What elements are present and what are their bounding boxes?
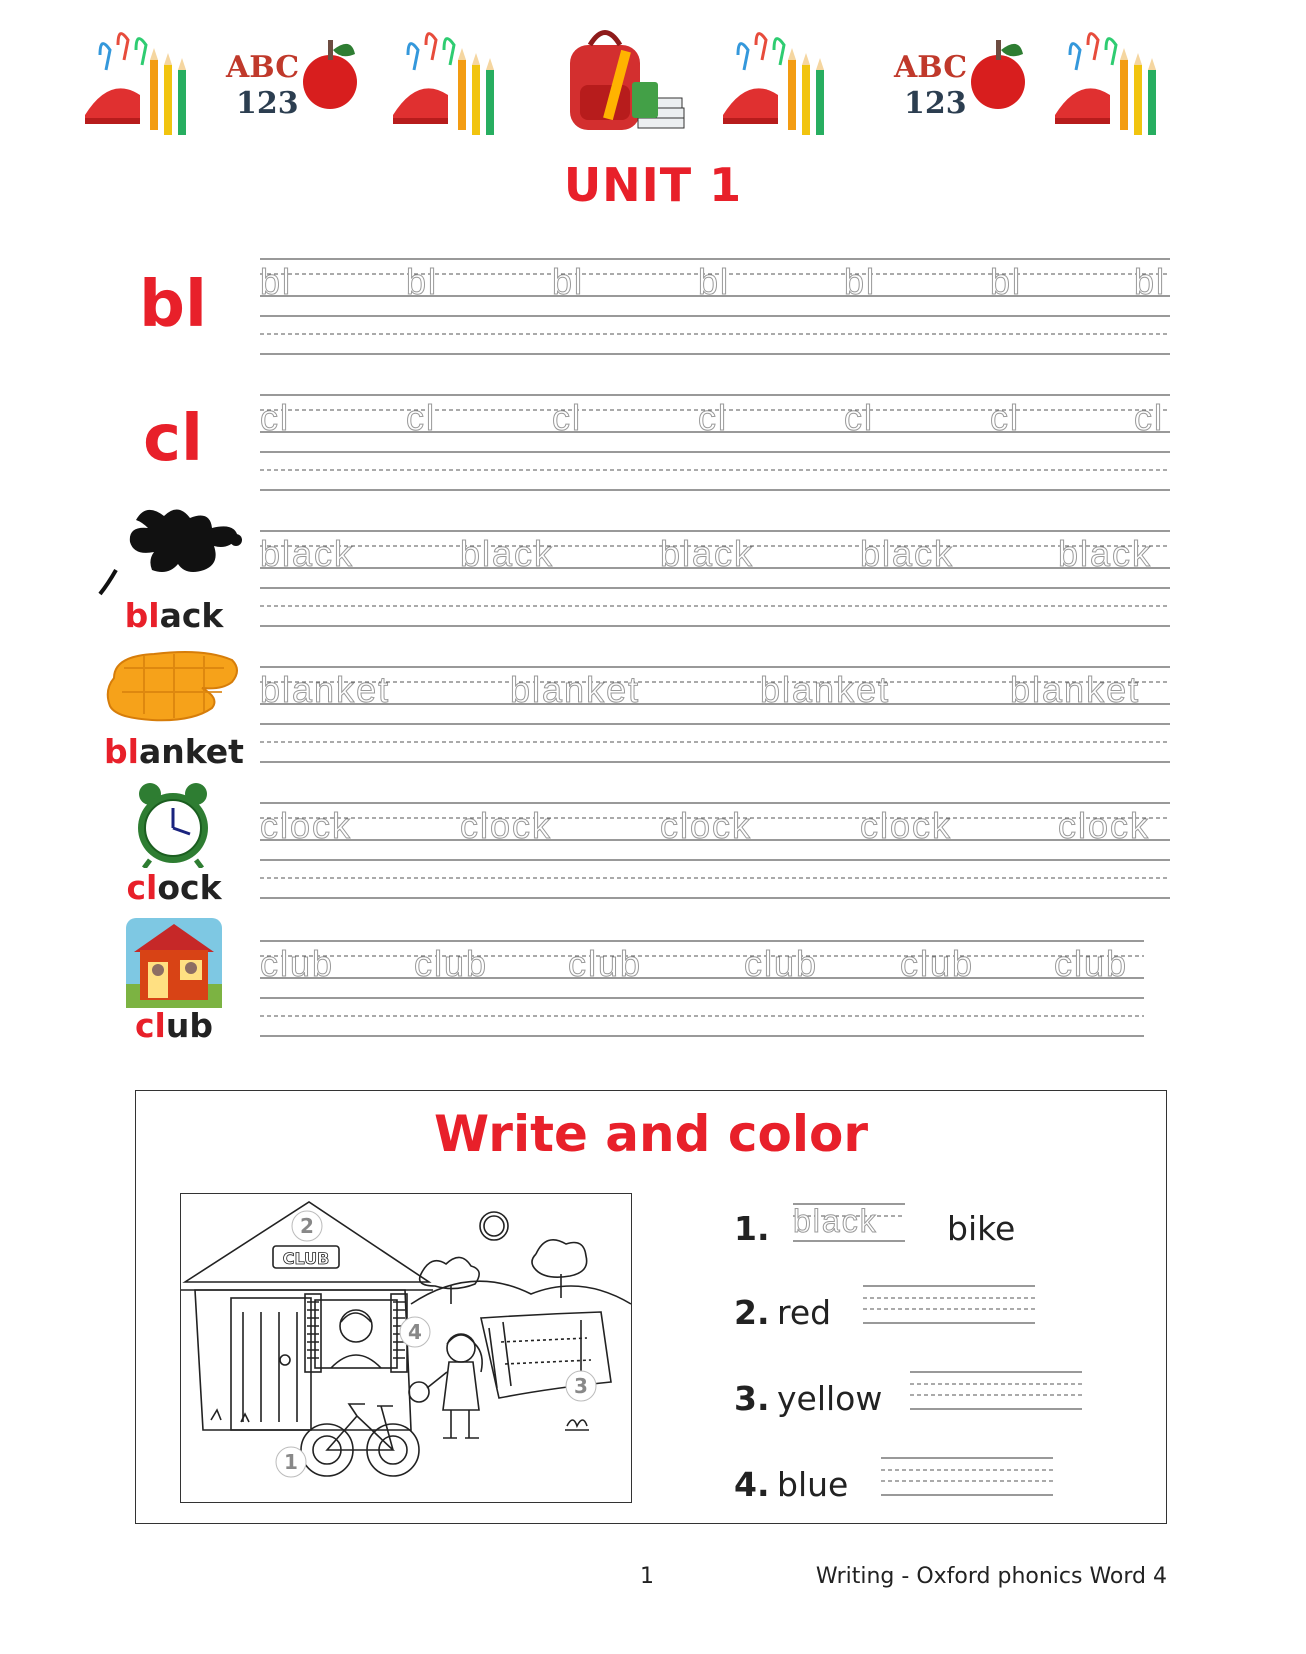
abc-text: ABC <box>894 50 968 85</box>
word-label-clock <box>74 868 274 907</box>
word-label-club <box>74 1006 274 1045</box>
ink-splat-icon <box>96 500 248 596</box>
stationery-icon <box>1050 20 1180 140</box>
header-decoration <box>0 20 1306 150</box>
trace-word: blanket <box>510 669 641 710</box>
trace-word: black <box>260 533 355 574</box>
item-1-after: bike <box>947 1209 1016 1248</box>
marker-3: 3 <box>574 1374 588 1398</box>
numbers-text: 123 <box>236 86 299 121</box>
blend-highlight: bl <box>124 596 160 635</box>
word-label-black <box>74 596 274 635</box>
trace-word: clock <box>260 805 353 846</box>
abc-apple-icon <box>222 20 352 140</box>
blend-highlight: cl <box>135 1006 166 1045</box>
trace-word: club <box>1054 943 1129 984</box>
trace-word: club <box>744 943 819 984</box>
item-3-word: yellow <box>777 1379 883 1418</box>
word-rest: ack <box>159 596 224 635</box>
coloring-scene[interactable] <box>180 1193 632 1503</box>
clubhouse-scene-drawing <box>181 1194 631 1502</box>
abc-apple-icon <box>890 20 1020 140</box>
marker-2: 2 <box>300 1214 314 1238</box>
word-rest: ub <box>165 1006 213 1045</box>
blend-highlight: cl <box>126 868 158 907</box>
trace-word: club <box>260 943 335 984</box>
alarm-clock-icon <box>130 780 216 868</box>
trace-word: cl <box>552 397 582 438</box>
trace-word: cl <box>260 397 290 438</box>
writing-lines[interactable] <box>260 940 1144 1040</box>
trace-word: bl <box>990 261 1023 302</box>
blend-label-cl: cl <box>143 402 203 476</box>
item-3-number: 3. <box>734 1379 770 1418</box>
trace-word: cl <box>406 397 436 438</box>
trace-word: bl <box>552 261 585 302</box>
abc-text: ABC <box>226 50 300 85</box>
trace-word: club <box>414 943 489 984</box>
stationery-icon <box>718 20 848 140</box>
item-2-number: 2. <box>734 1293 770 1332</box>
marker-4: 4 <box>408 1320 422 1344</box>
trace-word: blanket <box>1010 669 1141 710</box>
trace-word: club <box>568 943 643 984</box>
trace-word: bl <box>844 261 877 302</box>
blend-highlight: bl <box>104 732 139 771</box>
trace-word: cl <box>1134 397 1164 438</box>
trace-word: cl <box>990 397 1020 438</box>
trace-word: bl <box>1134 261 1167 302</box>
trace-word: club <box>900 943 975 984</box>
word-rest: anket <box>138 732 244 771</box>
blanket-icon <box>104 648 244 722</box>
trace-word: clock <box>860 805 953 846</box>
answer-lines[interactable] <box>910 1371 1082 1411</box>
page-number: 1 <box>640 1564 654 1589</box>
backpack-icon <box>560 20 690 140</box>
trace-word: black <box>1058 533 1153 574</box>
blend-label-bl: bl <box>139 268 207 342</box>
answer-lines[interactable] <box>863 1285 1035 1325</box>
trace-word: black <box>460 533 555 574</box>
trace-word: bl <box>406 261 439 302</box>
trace-word: cl <box>844 397 874 438</box>
club-sign-text: CLUB <box>282 1249 330 1268</box>
stationery-icon <box>388 20 518 140</box>
trace-word: clock <box>660 805 753 846</box>
marker-1: 1 <box>284 1450 298 1474</box>
trace-word: clock <box>1058 805 1151 846</box>
numbers-text: 123 <box>904 86 967 121</box>
answer-trace: black <box>793 1203 878 1239</box>
clubhouse-icon <box>126 918 222 1008</box>
trace-word: blanket <box>260 669 391 710</box>
trace-word: bl <box>260 261 293 302</box>
activity-title: Write and color <box>434 1105 868 1163</box>
word-rest: ock <box>157 868 222 907</box>
item-4-word: blue <box>777 1465 849 1504</box>
trace-word: cl <box>698 397 728 438</box>
word-label-blanket <box>74 732 274 771</box>
write-and-color-box <box>135 1090 1167 1524</box>
footer-title: Writing - Oxford phonics Word 4 <box>815 1564 1167 1589</box>
item-4-number: 4. <box>734 1465 770 1504</box>
trace-word: black <box>660 533 755 574</box>
trace-word: black <box>860 533 955 574</box>
answer-lines[interactable] <box>881 1457 1053 1497</box>
item-2-word: red <box>777 1293 832 1332</box>
unit-title: UNIT 1 <box>563 158 743 212</box>
trace-word: blanket <box>760 669 891 710</box>
trace-word: clock <box>460 805 553 846</box>
trace-word: bl <box>698 261 731 302</box>
stationery-icon <box>80 20 210 140</box>
item-1-number: 1. <box>734 1209 770 1248</box>
